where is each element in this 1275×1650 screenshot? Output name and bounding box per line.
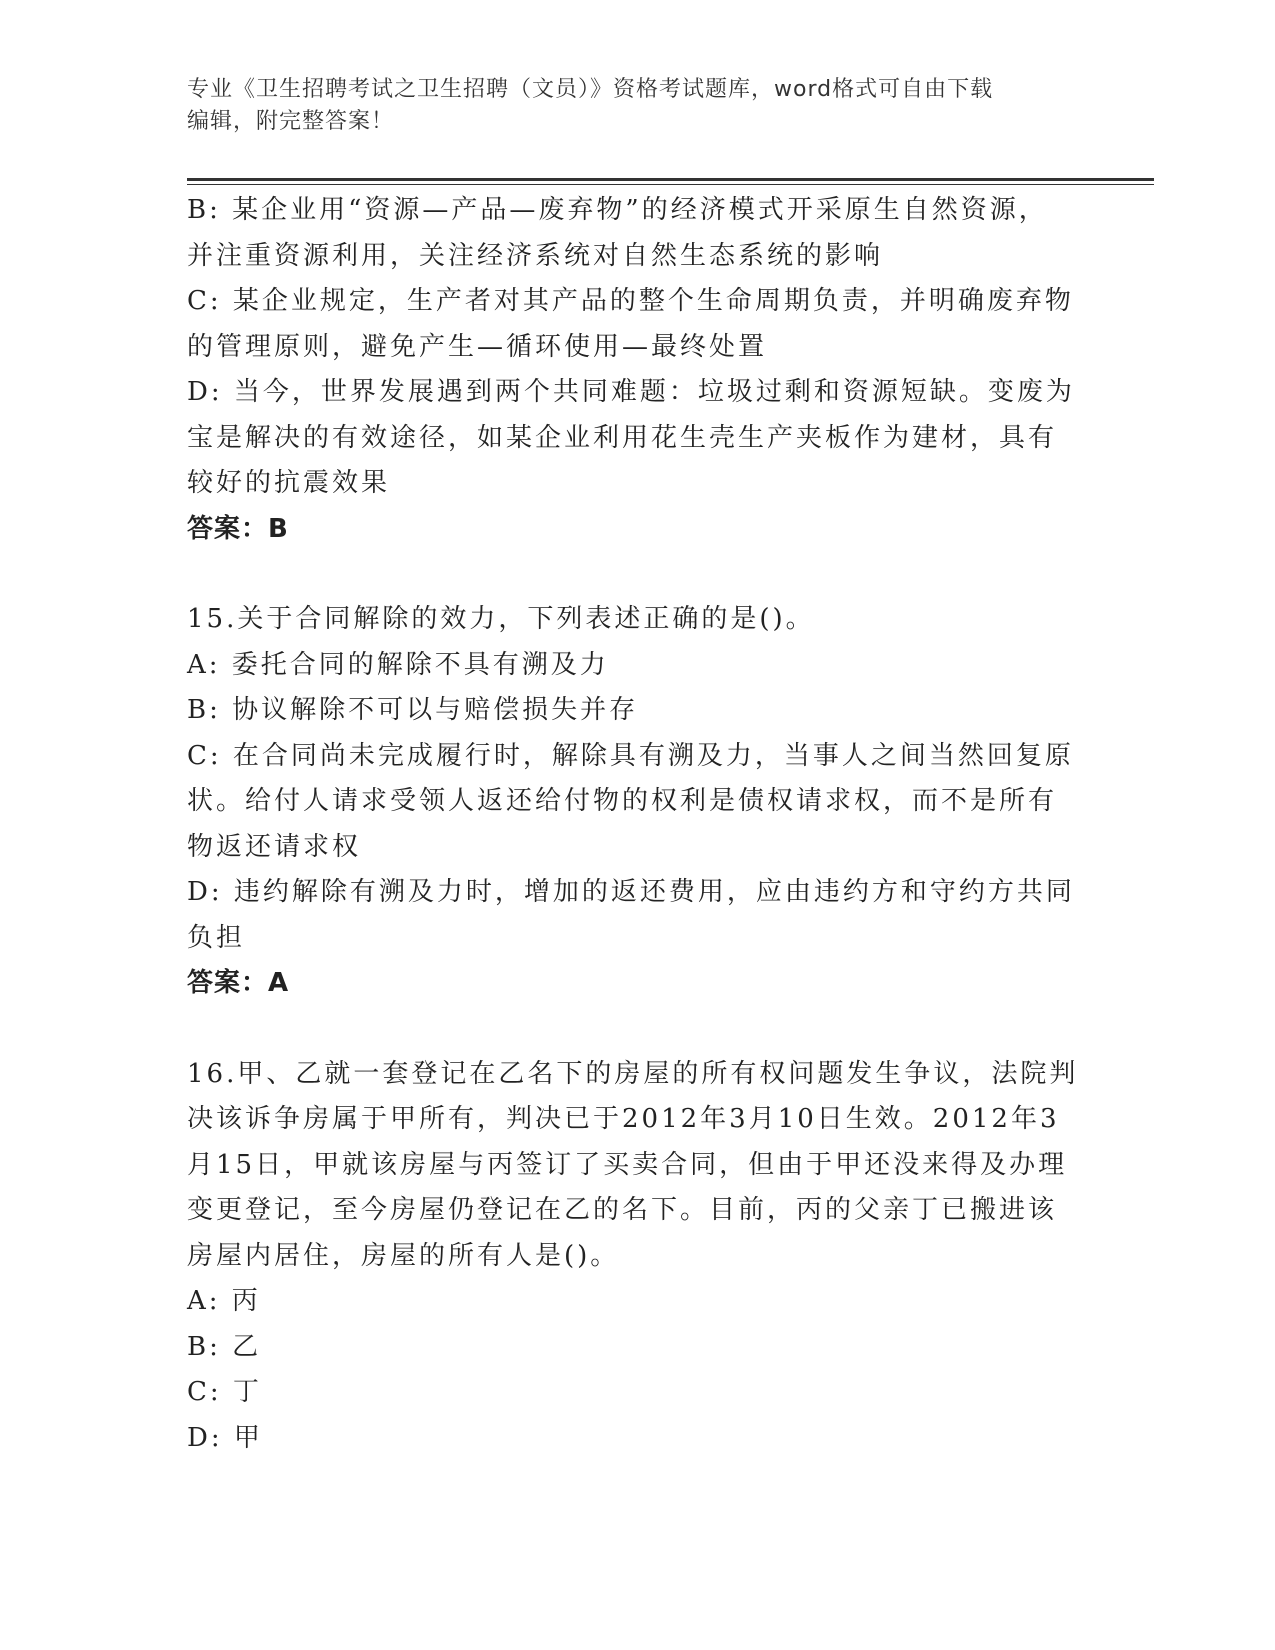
answer: 答案：A — [187, 968, 290, 998]
answer: 答案：B — [187, 513, 289, 544]
option-b: B: 乙 — [187, 1331, 262, 1362]
option-a: A: 丙 — [187, 1286, 261, 1316]
question-stem: 16.甲、乙就一套登记在乙名下的房屋的所有权问题发生争议，法院判 决该诉争房属于甲所有，判决已于2012年3月10日生效。2012年3 月15日，甲就该房屋与丙签订了买卖合同，但由于甲还没来得及办理 变更登记，至今房屋仍登记在乙的名下。目前，丙的父亲丁已搬进该 房屋内居住，房屋的所有人是()。 — [187, 1058, 1079, 1271]
option-a: A: 委托合同的解除不具有溯及力 — [187, 649, 609, 680]
header-rule-thin — [187, 184, 1154, 185]
document-body — [187, 188, 1077, 1461]
document-header — [187, 74, 1067, 138]
option-d: D: 甲 — [187, 1422, 263, 1453]
option-b: B: 某企业用“资源—产品—废弃物”的经济模式开采原生自然资源， 并注重资源利用，关注经济系统对自然生态系统的影响 — [187, 195, 1048, 271]
header-line-1: 专业《卫生招聘考试之卫生招聘（文员）》资格考试题库，word格式可自由下载 — [187, 77, 994, 102]
question-16 — [187, 1052, 1077, 1462]
spacer — [187, 1007, 1077, 1052]
header-line-2: 编辑，附完整答案！ — [187, 109, 395, 134]
spacer — [187, 552, 1077, 597]
option-b: B: 协议解除不可以与赔偿损失并存 — [187, 695, 639, 725]
option-c: C: 丁 — [187, 1377, 262, 1407]
option-c: C: 某企业规定，生产者对其产品的整个生命周期负责，并明确废弃物 的管理原则，避免产生—循环使用—最终处置 — [187, 286, 1074, 362]
header-rule-thick — [187, 178, 1154, 181]
option-d: D: 当今，世界发展遇到两个共同难题：垃圾过剩和资源短缺。变废为 宝是解决的有效途径，如某企业利用花生壳生产夹板作为建材，具有 较好的抗震效果 — [187, 377, 1075, 498]
option-c: C: 在合同尚未完成履行时，解除具有溯及力，当事人之间当然回复原 状。给付人请求受领人返还给付物的权利是债权请求权，而不是所有 物返还请求权 — [187, 740, 1074, 862]
question-stem: 15.关于合同解除的效力，下列表述正确的是()。 — [187, 604, 815, 634]
question-15 — [187, 597, 1077, 1007]
question-14 — [187, 188, 1077, 552]
option-d: D: 违约解除有溯及力时，增加的返还费用，应由违约方和守约方共同 负担 — [187, 877, 1075, 953]
